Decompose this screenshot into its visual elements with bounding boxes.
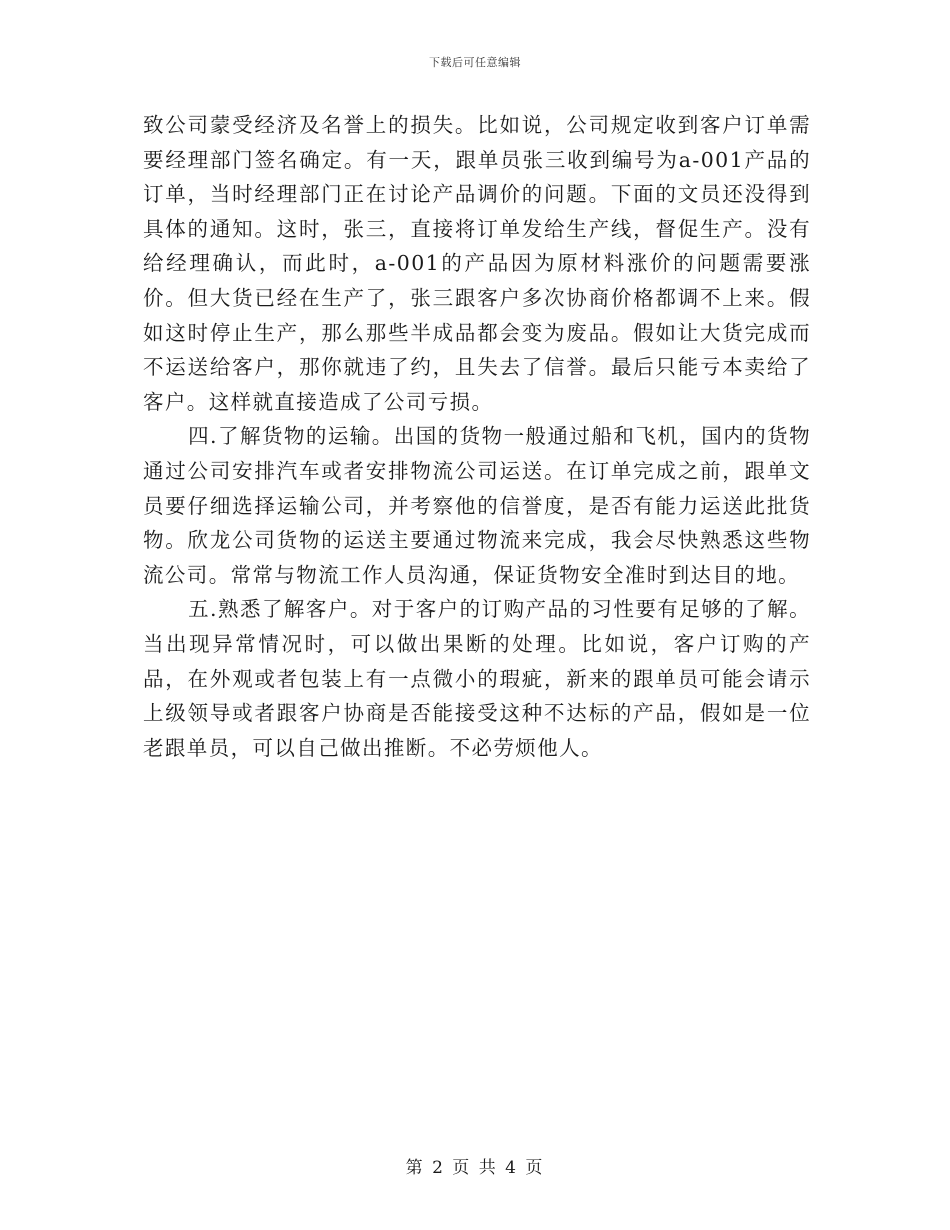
document-body <box>143 108 811 765</box>
paragraph-section-four: 四.了解货物的运输。出国的货物一般通过船和飞机，国内的货物通过公司安排汽车或者安排物流公司运送。在订单完成之前，跟单文员要仔细选择运输公司，并考察他的信誉度，是否有能力运送此批货物。欣龙公司货物的运送主要通过物流来完成，我会尽快熟悉这些物流公司。常常与物流工作人员沟通，保证货物安全准时到达目的地。 <box>143 424 811 587</box>
page-number: 第 2 页 共 4 页 <box>405 1158 545 1178</box>
paragraph-section-five: 五.熟悉了解客户。对于客户的订购产品的习性要有足够的了解。当出现异常情况时，可以做出果断的处理。比如说，客户订购的产品，在外观或者包装上有一点微小的瑕疵，新来的跟单员可能会请示上级领导或者跟客户协商是否能接受这种不达标的产品，假如是一位老跟单员，可以自己做出推断。不必劳烦他人。 <box>143 597 811 760</box>
paragraph-continuation: 致公司蒙受经济及名誉上的损失。比如说，公司规定收到客户订单需要经理部门签名确定。有一天，跟单员张三收到编号为a-001产品的订单，当时经理部门正在讨论产品调价的问题。下面的文员还没得到具体的通知。这时，张三，直接将订单发给生产线，督促生产。没有给经理确认，而此时，a-001的产品因为原材料涨价的问题需要涨价。但大货已经在生产了，张三跟客户多次协商价格都调不上来。假如这时停止生产，那么那些半成品都会变为废品。假如让大货完成而不运送给客户，那你就违了约，且失去了信誉。最后只能亏本卖给了客户。这样就直接造成了公司亏损。 <box>143 113 811 414</box>
page-header: 下载后可任意编辑 <box>429 56 521 69</box>
